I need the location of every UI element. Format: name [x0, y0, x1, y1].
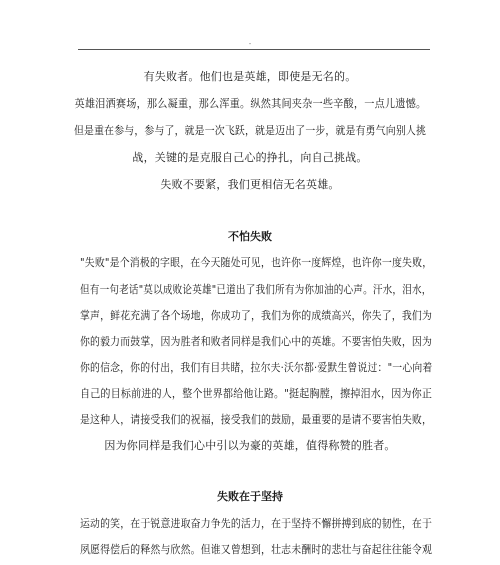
- paragraph-line: 但有一句老话"莫以成败论英雄"已道出了我们所有为你加油的心声。汗水，泪水，: [80, 283, 432, 296]
- intro-line: 但是重在参与，参与了，就是一次飞跃，就是迈出了一步，就是有勇气向别人挑: [73, 124, 427, 137]
- section-title: 不怕失败: [228, 230, 272, 243]
- paragraph-line: 自己的目标前进的人，整个世界都给他让路。"挺起胸膛，擦掉泪水，因为你正: [80, 387, 433, 400]
- paragraph-line: 因为你同样是我们心中引以为豪的英雄，值得称赞的胜者。: [104, 439, 396, 452]
- paragraph-line: 夙愿得偿后的释然与欣然。但谁又曾想到，壮志未酬时的悲壮与奋起往往能令观: [80, 543, 433, 556]
- paragraph-line: 运动的笑，在于锐意进取奋力争先的活力，在于坚持不懈拼搏到底的韧性，在于: [80, 517, 433, 530]
- paragraph-line: "失败"是个消极的字眼，在今天随处可见，也许你一度辉煌，也许你一度失败，: [80, 256, 433, 269]
- intro-line: 失败不要紧，我们更相信无名英雄。: [160, 178, 340, 191]
- header-mark: -: [248, 40, 252, 48]
- intro-line: 有失败者。他们也是英雄，即使是无名的。: [143, 70, 357, 83]
- intro-line: 英雄泪洒赛场，那么凝重，那么浑重。纵然其间夹杂一些辛酸，一点儿遗憾。: [74, 97, 426, 110]
- paragraph-line: 你的毅力而鼓掌，因为胜者和败者同样是我们心中的英雄。不要害怕失败，因为: [80, 335, 433, 348]
- header-rule: [78, 49, 430, 50]
- intro-line: 战，关键的是克服自己心的挣扎，向自己挑战。: [132, 151, 368, 164]
- paragraph-line: 掌声，鲜花充满了各个场地，你成功了，我们为你的成绩高兴，你失了，我们为: [80, 309, 433, 322]
- paragraph-line: 是这种人，请接受我们的祝福，接受我们的鼓励，最重要的是请不要害怕失败，: [80, 413, 433, 426]
- paragraph-line: 你的信念，你的付出，我们有目共睹，拉尔夫·沃尔都·爱默生曾说过："一心向着: [80, 361, 433, 374]
- section-title: 失败在于坚持: [217, 490, 283, 503]
